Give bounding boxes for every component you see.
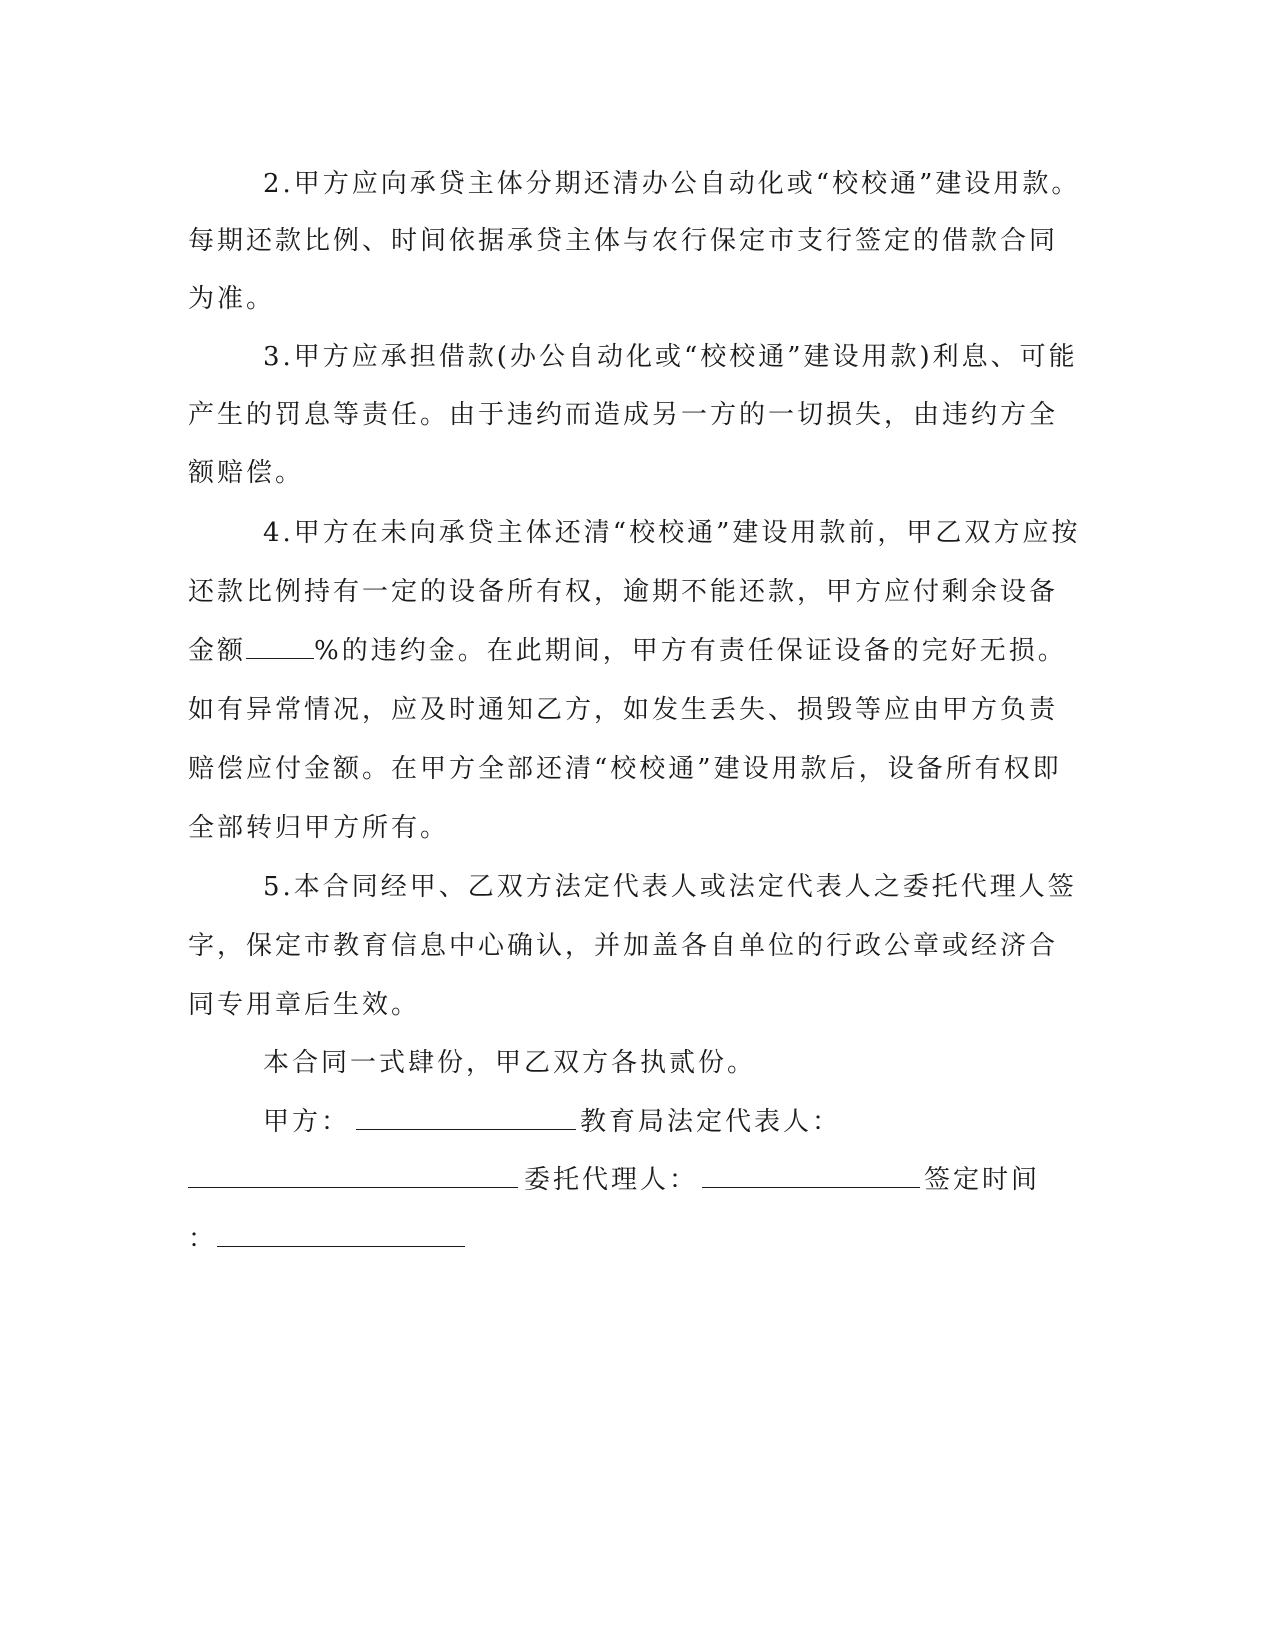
- sign-time-label: 签定时间: [924, 1165, 1041, 1195]
- clause-4-line-3-pre: 金额: [188, 636, 247, 666]
- agent-blank[interactable]: [702, 1163, 920, 1188]
- copies-statement: 本合同一式肆份，甲乙双方各执贰份。: [263, 1048, 757, 1078]
- clause-2-line-1: 2.甲方应向承贷主体分期还清办公自动化或“校校通”建设用款。: [263, 169, 1081, 199]
- clause-4-line-1: 4.甲方在未向承贷主体还清“校校通”建设用款前，甲乙双方应按: [263, 518, 1081, 548]
- clause-4-line-5: 赔偿应付金额。在甲方全部还清“校校通”建设用款后，设备所有权即: [188, 754, 1062, 784]
- sign-time-blank[interactable]: [217, 1222, 465, 1247]
- clause-3-line-3: 额赔偿。: [188, 458, 305, 488]
- clause-5-line-3: 同专用章后生效。: [188, 990, 421, 1020]
- clause-2-line-2: 每期还款比例、时间依据承贷主体与农行保定市支行签定的借款合同: [188, 226, 1059, 256]
- clause-2-line-3: 为准。: [188, 284, 276, 314]
- penalty-percent-blank[interactable]: [246, 634, 314, 659]
- clause-3-line-2: 产生的罚息等责任。由于违约而造成另一方的一切损失，由违约方全: [188, 400, 1059, 430]
- legal-rep-label: 教育局法定代表人：: [580, 1107, 842, 1137]
- party-a-label: 甲方：: [263, 1107, 351, 1137]
- clause-5-line-2: 字，保定市教育信息中心确认，并加盖各自单位的行政公章或经济合: [188, 931, 1059, 961]
- sign-time-colon: ：: [188, 1224, 218, 1254]
- clause-4-line-2: 还款比例持有一定的设备所有权，逾期不能还款，甲方应付剩余设备: [188, 577, 1059, 607]
- legal-rep-blank[interactable]: [188, 1163, 518, 1188]
- clause-3-line-1: 3.甲方应承担借款(办公自动化或“校校通”建设用款)利息、可能: [263, 342, 1078, 372]
- clause-4-line-6: 全部转归甲方所有。: [188, 813, 450, 843]
- party-a-signature-line: [263, 1105, 841, 1139]
- sign-time-line: [188, 1222, 465, 1256]
- clause-4-line-4: 如有异常情况，应及时通知乙方，如发生丢失、损毁等应由甲方负责: [188, 695, 1059, 725]
- party-a-blank[interactable]: [356, 1105, 576, 1130]
- agent-signature-line: [188, 1163, 1040, 1197]
- clause-5-line-1: 5.本合同经甲、乙双方法定代表人或法定代表人之委托代理人签: [263, 872, 1077, 902]
- clause-4-line-3-post: %的违约金。在此期间，甲方有责任保证设备的完好无损。: [314, 636, 1067, 666]
- agent-label: 委托代理人：: [524, 1165, 699, 1195]
- clause-4-line-3: [188, 634, 1067, 668]
